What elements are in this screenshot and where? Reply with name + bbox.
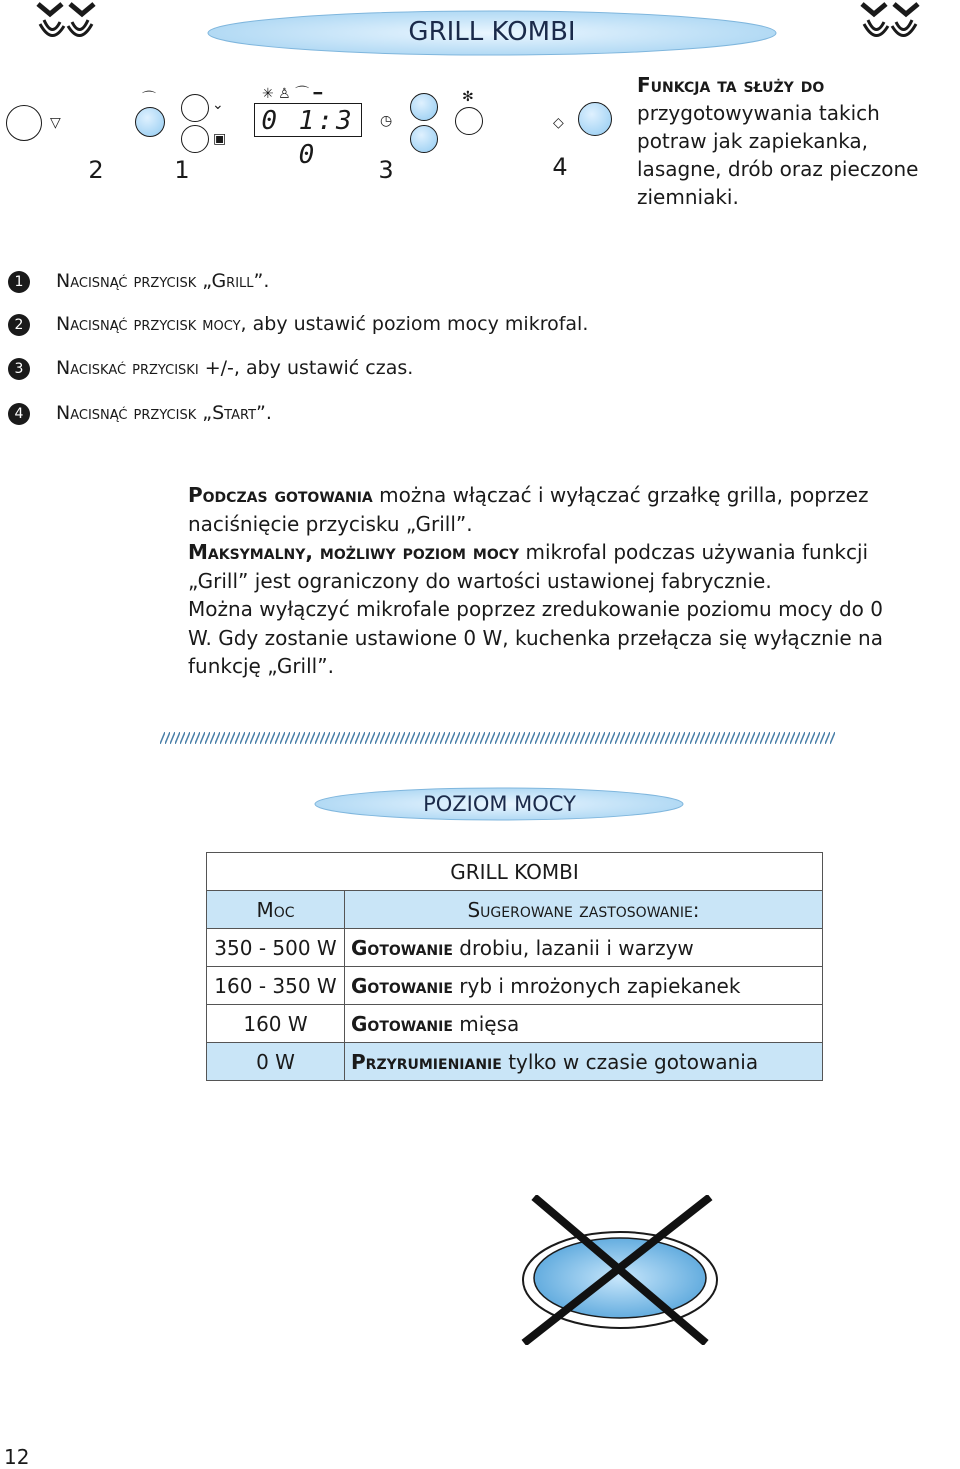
intro-lead: Funkcja ta służy do [637,73,825,97]
section-title: POZIOM MOCY [423,792,576,816]
page-title-banner [205,8,779,58]
note-paragraph-3: Można wyłączyć mikrofale poprzez zredukowanie poziomu mocy do 0 W. Gdy zostanie ustawione 0 W, kuchenka przełącza się wyłącznie na funkcję „Grill”. [188,597,883,678]
callout-3: 3 [378,156,394,184]
column-header-power: Moc [207,891,345,929]
step-number: 2 [8,314,30,336]
table-row [207,967,823,1005]
callout-4: 4 [552,153,568,181]
use-lead: Gotowanie [351,1011,453,1036]
step-number: 1 [8,271,30,293]
table-title: GRILL KOMBI [207,853,823,891]
step-lead: Nacisnąć przycisk „Start”. [56,402,272,424]
use-rest: tylko w czasie gotowania [501,1049,759,1074]
clock-icon: ◷ [380,113,393,129]
page-number: 12 [4,1445,30,1469]
use-lead: Gotowanie [351,935,453,960]
note-rest: można włączać i wyłączać grzałkę grilla, poprzez naciśnięcie przycisku „Grill”. [188,483,869,536]
step-number: 3 [8,358,30,380]
step-1 [8,269,270,293]
start-icon: ◇ [553,115,564,131]
step-2 [8,312,589,336]
grill-icon: ⌒ [142,91,156,107]
step-number: 4 [8,403,30,425]
step-4 [8,401,272,425]
note-rest: mikrofal podczas używania funkcji „Grill” jest ograniczony do wartości ustawionej fabrycznie. [188,540,869,593]
use-rest: ryb i mrożonych zapiekanek [452,973,741,998]
power-button[interactable] [6,105,42,141]
minus-button[interactable] [410,125,438,153]
note-paragraph-1 [188,481,888,538]
intro-text [637,71,937,211]
power-level-table [206,852,823,1081]
display-indicators: ✳ ♙ ⌒ ━ [262,86,323,102]
step-3 [8,356,414,380]
table-row [207,1043,823,1081]
step-lead: Nacisnąć przycisk mocy [56,313,241,335]
defrost-icon: ⌄ [212,97,224,113]
section-title-banner [312,786,687,826]
use-rest: mięsa [452,1011,520,1036]
crisp-button[interactable] [181,125,209,153]
page-title: GRILL KOMBI [408,17,576,47]
note-paragraph-2 [188,538,888,595]
start-button[interactable] [578,102,612,136]
stop-button[interactable] [455,107,483,135]
power-cell: 160 W [207,1005,345,1043]
use-rest: drobiu, lazanii i warzyw [452,935,694,960]
power-cell: 160 - 350 W [207,967,345,1005]
step-rest: +/-, aby ustawić czas. [198,357,414,379]
brand-logo-left [34,2,98,52]
crisp-icon: ▣ [213,131,227,147]
use-lead: Gotowanie [351,973,453,998]
intro-rest: przygotowywania takich potraw jak zapiekanka, lasagne, drób oraz pieczone ziemniaki. [637,101,919,209]
step-lead: Naciskać przyciski [56,357,199,379]
crossed-out-dish-illustration [520,1195,720,1345]
note-lead: Podczas gotowania [188,483,373,507]
step-lead: Nacisnąć przycisk „Grill”. [56,270,270,292]
power-cell: 350 - 500 W [207,929,345,967]
defrost-button[interactable] [181,94,209,122]
grill-button[interactable] [135,107,165,137]
time-display: 0 1:3 0 [254,103,362,137]
callout-1: 1 [174,156,190,184]
use-lead: Przyrumienianie [351,1049,502,1074]
callout-2: 2 [88,156,104,184]
note-lead: Maksymalny, możliwy poziom mocy [188,540,520,564]
section-divider [160,732,835,744]
stop-icon: ✻ [462,89,474,105]
step-rest: , aby ustawić poziom mocy mikrofal. [240,313,589,335]
plus-button[interactable] [410,93,438,121]
power-level-icon: ▽ [50,115,61,131]
table-row [207,929,823,967]
table-row [207,1005,823,1043]
brand-logo-right [858,2,922,52]
power-cell: 0 W [207,1043,345,1081]
column-header-use: Sugerowane zastosowanie: [345,891,823,929]
